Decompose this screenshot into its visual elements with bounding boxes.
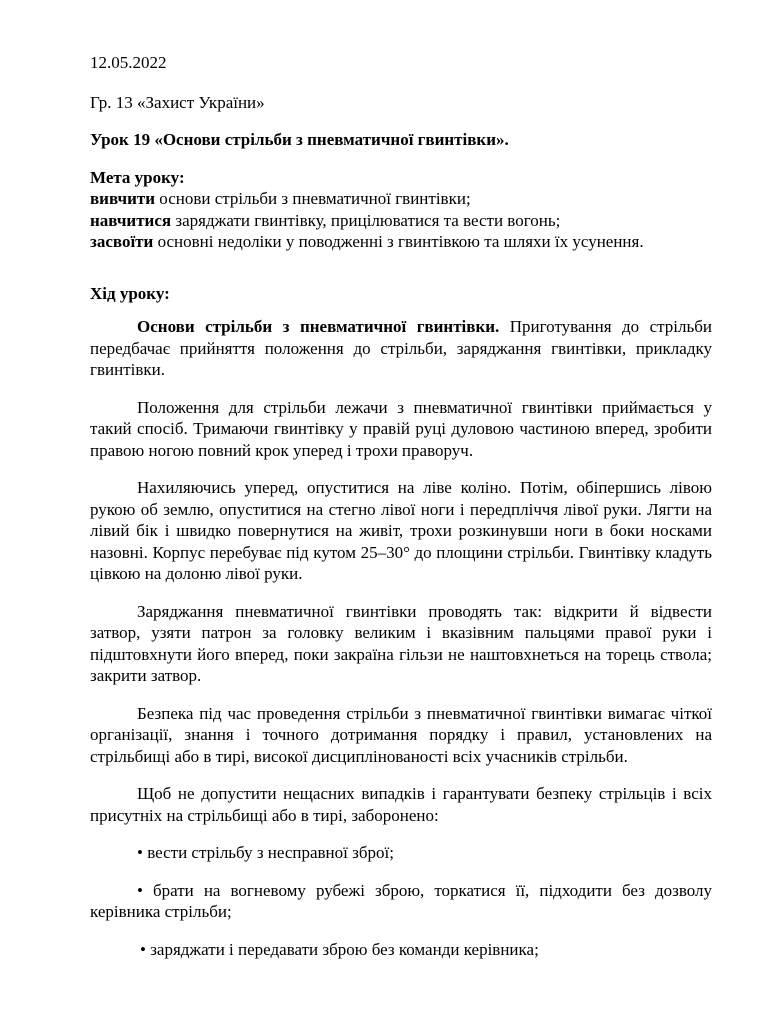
- paragraph-text: Безпека під час проведення стрільби з пневматичної гвинтівки вимагає чіткої організації, знання і точного дотримання порядку і правил, установлених на стрільбищі або в тирі, високої дисциплінованості всіх учасників стрільби.: [90, 703, 712, 766]
- prohibition-item: • заряджати і передавати зброю без команди керівника;: [140, 939, 539, 959]
- document-date: 12.05.2022: [90, 53, 167, 72]
- group-name: Гр. 13 «Захист України»: [90, 92, 265, 112]
- document-page: [90, 52, 712, 976]
- paragraph-text: Приготування до стрільби передбачає прийняття положення до стрільби, заряджання гвинтівки, прикладку гвинтівки.: [90, 317, 712, 379]
- body-paragraph: [90, 703, 712, 768]
- goal-text: основи стрільби з пневматичної гвинтівки;: [155, 189, 471, 208]
- body-paragraph: [90, 316, 712, 381]
- goal-text: заряджати гвинтівку, прицілюватися та вести вогонь;: [171, 210, 561, 230]
- prohibition-item: • брати на вогневому рубежі зброю, торкатися її, підходити без дозволу керівника стрільби;: [90, 880, 712, 921]
- body-paragraph: [90, 397, 712, 462]
- goal-text: основні недоліки у поводженні з гвинтівкою та шляхи їх усунення.: [153, 232, 644, 251]
- paragraph-text: Нахиляючись уперед, опуститися на ліве коліно. Потім, обіпершись лівою рукою об землю, опуститися на стегно лівої ноги і передпліччя лівої руки. Лягти на лівий бік і швидко повернутися на живіт, трохи розкинувши ноги в боки носками назовні. Корпус перебуває під кутом 25–30° до площини стрільби. Гвинтівку кладуть цівкою на долоню лівої руки.: [90, 478, 712, 583]
- goal-verb: засвоїти: [90, 232, 154, 251]
- body-paragraph: [90, 601, 712, 687]
- progress-heading: Хід уроку:: [90, 283, 170, 303]
- goals-heading: Мета уроку:: [90, 167, 185, 187]
- goal-item: [90, 231, 712, 253]
- lesson-goals: [90, 167, 712, 253]
- paragraph-text: Щоб не допустити нещасних випадків і гарантувати безпеку стрільців і всіх присутніх на стрільбищі або в тирі, заборонено:: [90, 784, 712, 825]
- lesson-title: Урок 19 «Основи стрільби з пневматичної гвинтівки».: [90, 130, 509, 149]
- goal-item: [90, 188, 712, 210]
- goal-item: [90, 210, 712, 232]
- paragraph-text: Положення для стрільби лежачи з пневматичної гвинтівки приймається у такий спосіб. Тримаючи гвинтівку у правій руці дуловою частиною вперед, зробити правою ногою повний крок уперед і трохи праворуч.: [90, 397, 712, 460]
- goal-verb: навчитися: [90, 210, 172, 230]
- body-paragraph: [90, 477, 712, 585]
- goal-verb: вивчити: [90, 189, 156, 208]
- body-paragraph: [90, 783, 712, 826]
- paragraph-text: Заряджання пневматичної гвинтівки проводять так: відкрити й відвести затвор, узяти патрон за головку великим і вказівним пальцями правої руки і підштовхнути його вперед, поки закраїна гільзи не наштовхнеться на торець ствола; закрити затвор.: [90, 601, 712, 685]
- prohibition-item: • вести стрільбу з несправної зброї;: [137, 843, 394, 862]
- paragraph-lead: Основи стрільби з пневматичної гвинтівки.: [137, 317, 500, 336]
